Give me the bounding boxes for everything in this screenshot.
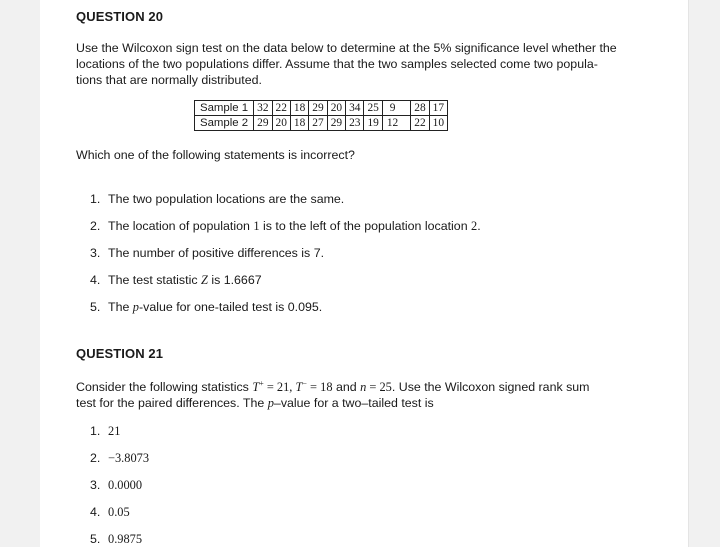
option-text: -value for one-tailed test is 0.095. — [139, 300, 323, 314]
option-text: The location of population — [108, 219, 254, 233]
sample-1-value: 9 — [382, 101, 410, 116]
option-number: 2. — [90, 451, 101, 465]
option-text: The — [108, 300, 133, 314]
option-number: 2. — [90, 219, 101, 233]
q21-text: Consider the following statistics — [76, 380, 253, 395]
p-symbol: p — [267, 396, 274, 411]
q21-math: = 21, — [263, 380, 296, 395]
option-value: 21 — [108, 424, 121, 438]
sample-1-value: 22 — [272, 101, 290, 116]
question-21-text — [76, 376, 648, 411]
option-text: The two population locations are the same. — [108, 192, 345, 206]
option-math: 2 — [471, 219, 478, 233]
option-text: The test statistic — [108, 273, 201, 287]
q21-text: –value for a two–tailed test is — [273, 396, 434, 411]
question-20-prompt: Which one of the following statements is incorrect? — [76, 148, 355, 162]
sample-2-value: 29 — [327, 116, 345, 131]
sample-2-value: 20 — [272, 116, 290, 131]
t-minus-superscript: − — [302, 379, 307, 388]
q21-math: = 18 — [306, 380, 333, 395]
q21-option-3 — [90, 477, 142, 493]
option-number: 5. — [90, 532, 101, 546]
sample-1-value: 32 — [254, 101, 272, 116]
sample-1-row — [195, 101, 448, 116]
sample-2-row — [195, 116, 448, 131]
t-minus-symbol: T — [295, 380, 303, 395]
sample-2-value: 19 — [364, 116, 382, 131]
sample-2-value: 10 — [429, 116, 447, 131]
option-text: . — [477, 219, 481, 233]
option-number: 1. — [90, 192, 101, 206]
intro-line-2: locations of the two populations differ. Assume that the two samples selected come two popula- — [76, 57, 598, 71]
option-number: 4. — [90, 273, 101, 287]
option-text: The number of positive differences is 7. — [108, 246, 325, 260]
option-value: −3.8073 — [108, 451, 150, 465]
sample-2-value: 12 — [382, 116, 410, 131]
sample-1-label: Sample 1 — [195, 101, 254, 116]
q21-text: and — [332, 380, 361, 395]
question-20-intro — [76, 40, 648, 88]
option-value: 0.05 — [108, 505, 130, 519]
option-number: 3. — [90, 478, 101, 492]
option-text: is to the left of the population location — [259, 219, 472, 233]
sample-2-value: 23 — [346, 116, 364, 131]
q21-option-5 — [90, 531, 142, 547]
option-text: is 1.6667 — [207, 273, 262, 287]
option-number: 4. — [90, 505, 101, 519]
question-21-title: QUESTION 21 — [76, 346, 164, 361]
sample-2-value: 18 — [290, 116, 308, 131]
question-20-title: QUESTION 20 — [76, 9, 164, 24]
option-number: 5. — [90, 300, 101, 314]
q21-text: test for the paired differences. The — [76, 396, 268, 411]
sample-1-value: 20 — [327, 101, 345, 116]
sample-2-label: Sample 2 — [195, 116, 254, 131]
q20-option-3 — [90, 245, 324, 261]
q21-text: . Use the Wilcoxon signed rank sum — [391, 380, 590, 395]
sample-2-value: 27 — [309, 116, 327, 131]
q21-line-1 — [76, 376, 648, 395]
t-plus-symbol: T — [252, 380, 260, 395]
sample-2-value: 22 — [411, 116, 429, 131]
n-symbol: n — [360, 380, 367, 395]
sample-1-value: 29 — [309, 101, 327, 116]
samples-table — [194, 100, 448, 131]
option-number: 3. — [90, 246, 101, 260]
q21-line-2 — [76, 395, 648, 411]
document-page — [40, 0, 689, 547]
sample-1-value: 28 — [411, 101, 429, 116]
q21-option-1 — [90, 423, 120, 439]
intro-line-3: tions that are normally distributed. — [76, 73, 262, 87]
q20-option-2 — [90, 218, 481, 234]
q20-option-1 — [90, 191, 344, 207]
option-math: 1 — [253, 219, 260, 233]
q21-option-4 — [90, 504, 130, 520]
sample-1-value: 25 — [364, 101, 382, 116]
sample-2-value: 29 — [254, 116, 272, 131]
option-value: 0.9875 — [108, 532, 143, 546]
sample-1-value: 34 — [346, 101, 364, 116]
q20-option-5 — [90, 299, 322, 315]
option-math: Z — [200, 273, 208, 287]
option-number: 1. — [90, 424, 101, 438]
t-plus-superscript: + — [259, 379, 264, 388]
intro-line-1: Use the Wilcoxon sign test on the data below to determine at the 5% significance level whether the — [76, 41, 617, 55]
q21-option-2 — [90, 450, 149, 466]
option-value: 0.0000 — [108, 478, 143, 492]
q20-option-4 — [90, 272, 262, 288]
option-math: p — [132, 300, 139, 314]
q21-math: = 25 — [366, 380, 392, 395]
sample-1-value: 18 — [290, 101, 308, 116]
sample-1-value: 17 — [429, 101, 447, 116]
